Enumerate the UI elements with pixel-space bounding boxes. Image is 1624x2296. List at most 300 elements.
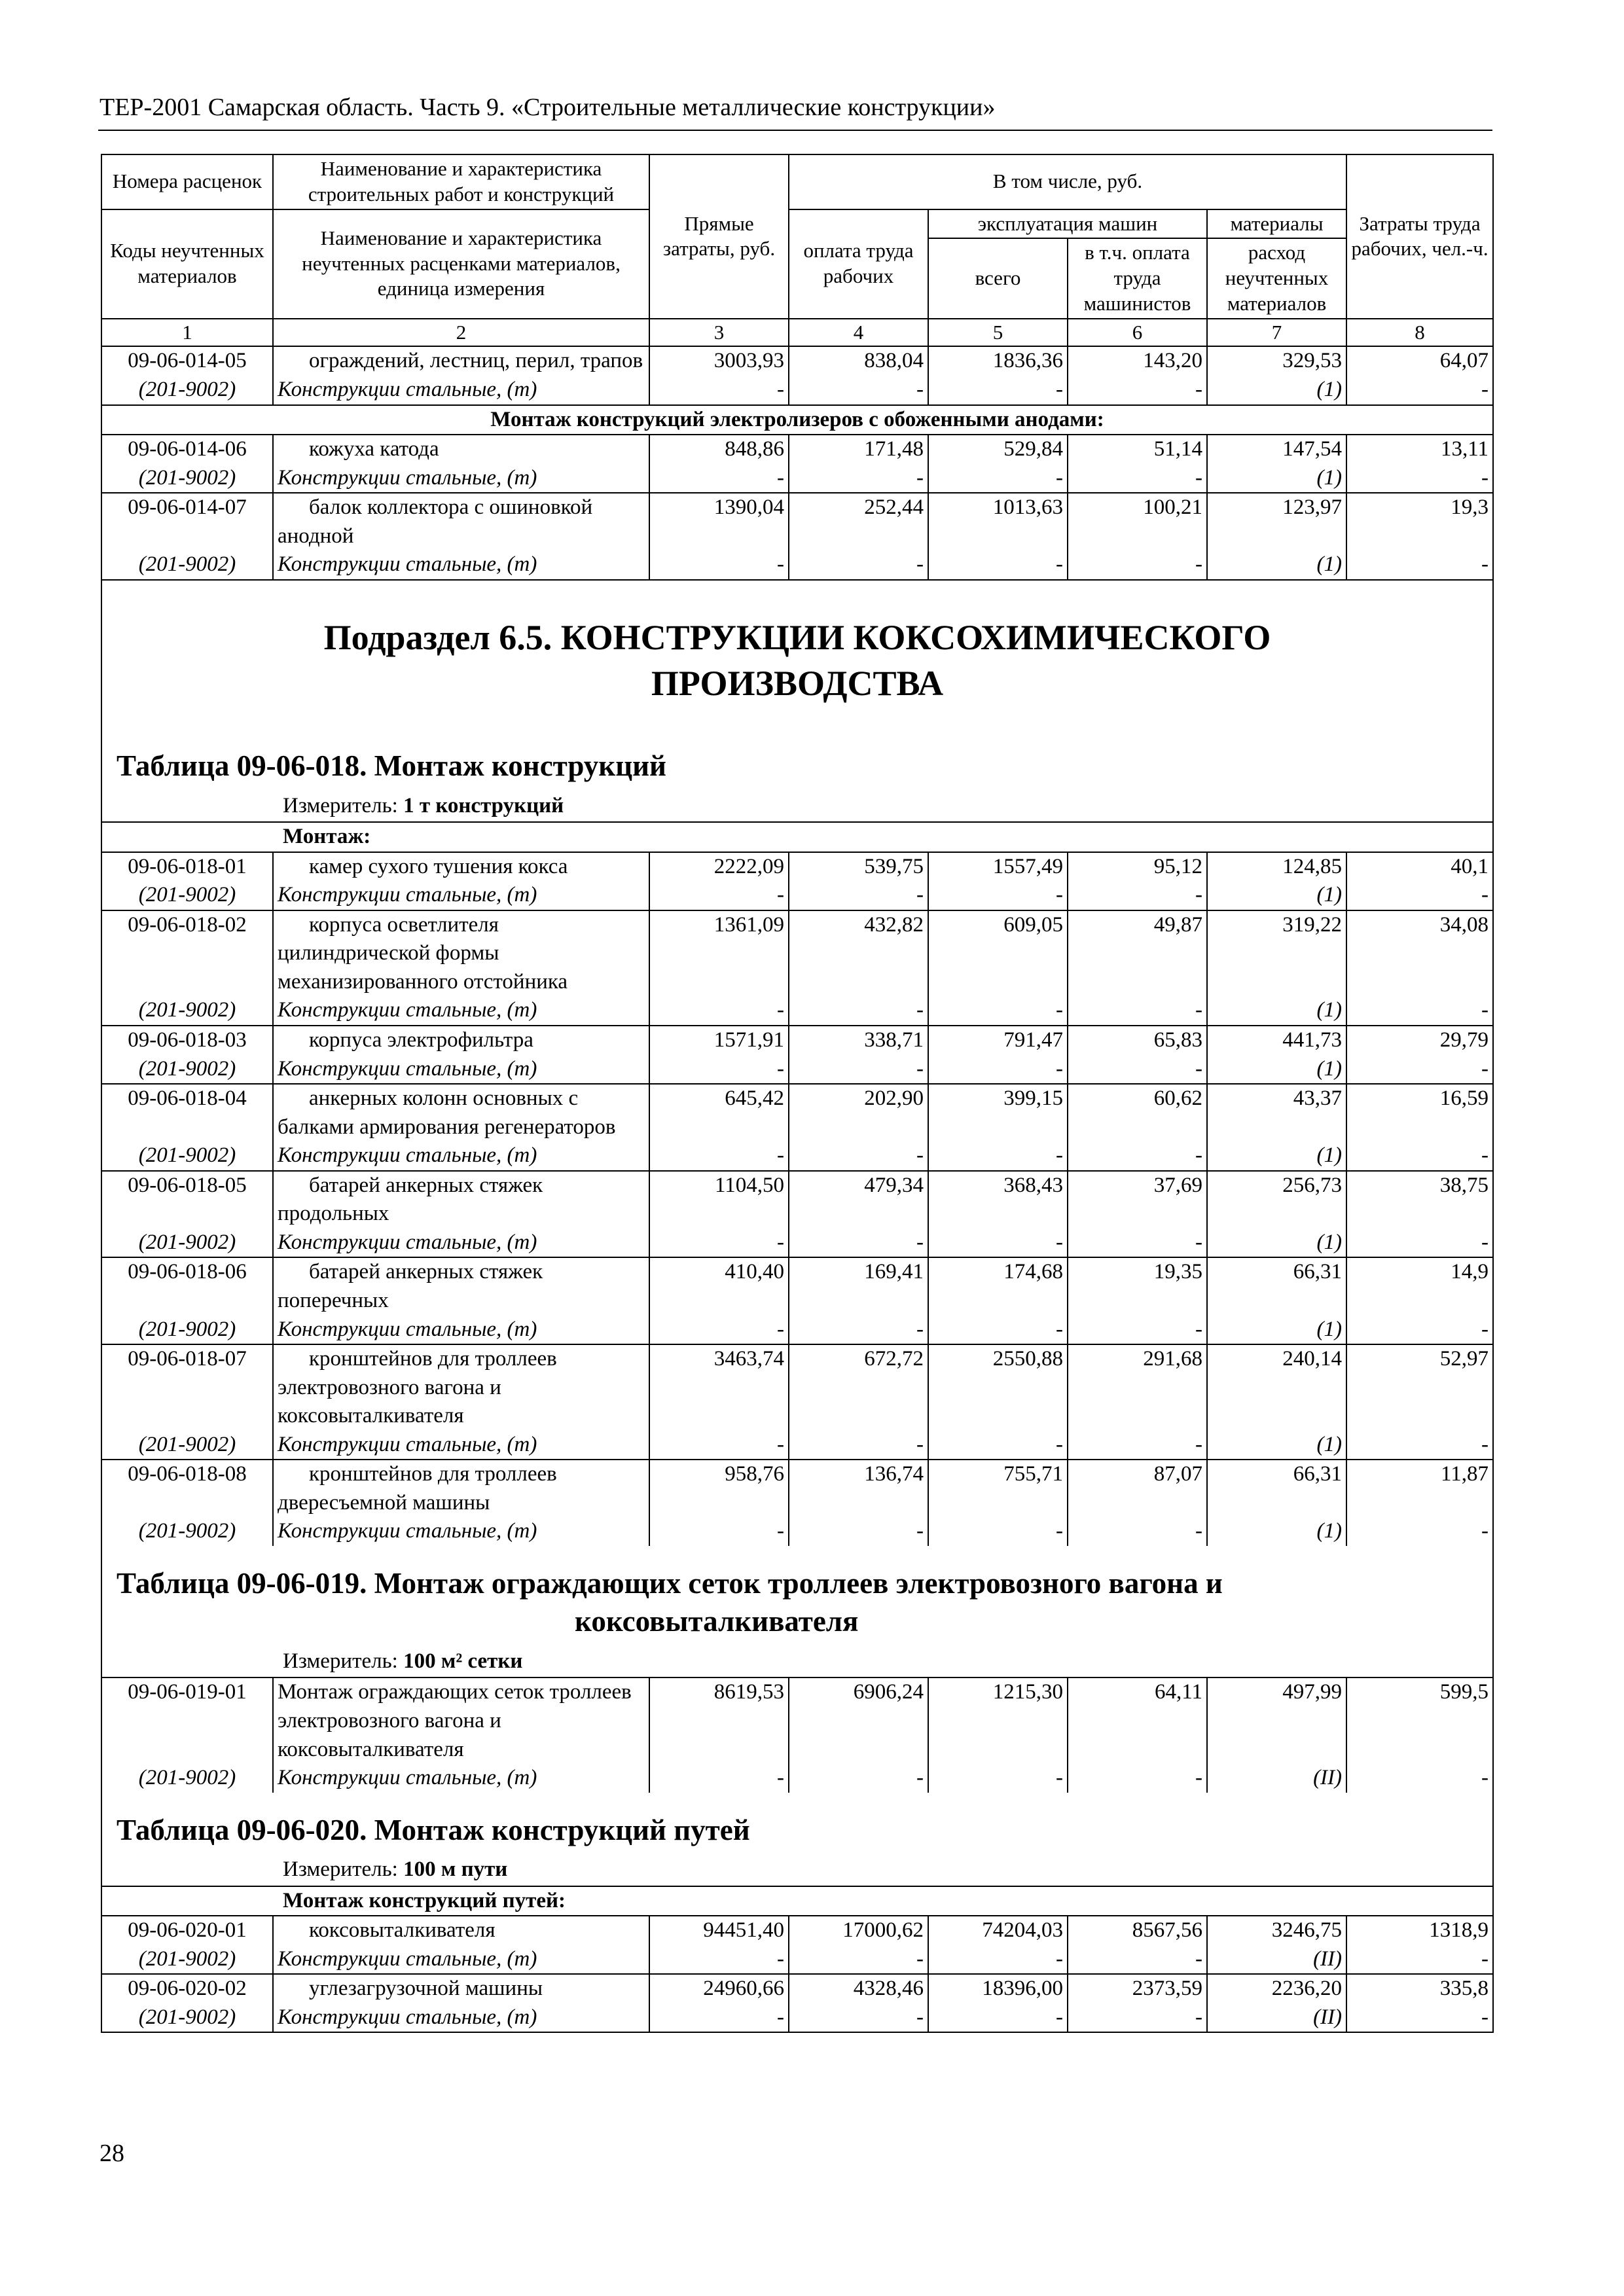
header-rate-numbers: Номера расценок bbox=[101, 154, 273, 209]
material-name: Конструкции стальные, (т) bbox=[273, 1431, 649, 1460]
materials-cost: 123,97 bbox=[1207, 493, 1346, 550]
table-title: Таблица 09-06-018. Монтаж конструкций bbox=[117, 749, 666, 783]
dash: - bbox=[789, 2003, 928, 2033]
materials-cost: 2236,20 bbox=[1207, 1974, 1346, 2003]
material-name: Конструкции стальные, (т) bbox=[273, 2003, 649, 2033]
machinist-pay: 8567,56 bbox=[1068, 1916, 1207, 1945]
machines-total: 1215,30 bbox=[928, 1677, 1068, 1764]
header-machinist-pay: в т.ч. оплата труда машинистов bbox=[1068, 238, 1207, 318]
group-title: Монтаж конструкций электролизеров с обоженными анодами: bbox=[101, 405, 1493, 435]
dash: - bbox=[1346, 550, 1493, 580]
dash: - bbox=[789, 376, 928, 405]
material-row bbox=[101, 1141, 1493, 1171]
dash: - bbox=[789, 1055, 928, 1085]
dash: - bbox=[928, 2003, 1068, 2033]
material-name: Конструкции стальные, (т) bbox=[273, 376, 649, 405]
dash: - bbox=[789, 1764, 928, 1793]
material-quantity: (1) bbox=[1207, 1055, 1346, 1085]
dash: - bbox=[1346, 1945, 1493, 1975]
work-name: ограждений, лестниц, перил, трапов bbox=[273, 346, 649, 376]
dash: - bbox=[649, 550, 789, 580]
material-code: (201-9002) bbox=[101, 881, 273, 910]
material-code: (201-9002) bbox=[101, 376, 273, 405]
direct-costs: 1361,09 bbox=[649, 910, 789, 997]
dash: - bbox=[649, 1141, 789, 1171]
dash: - bbox=[649, 2003, 789, 2033]
materials-cost: 147,54 bbox=[1207, 435, 1346, 464]
header-material-names: Наименование и характеристика неучтенных расценками материалов, единица измерения bbox=[273, 209, 649, 319]
direct-costs: 1104,50 bbox=[649, 1171, 789, 1229]
direct-costs: 8619,53 bbox=[649, 1677, 789, 1764]
direct-costs: 94451,40 bbox=[649, 1916, 789, 1945]
machinist-pay: 2373,59 bbox=[1068, 1974, 1207, 2003]
labor-hours: 335,8 bbox=[1346, 1974, 1493, 2003]
material-code: (201-9002) bbox=[101, 464, 273, 493]
material-row bbox=[101, 376, 1493, 405]
material-code: (201-9002) bbox=[101, 550, 273, 580]
rate-code: 09-06-020-02 bbox=[101, 1974, 273, 2003]
dash: - bbox=[928, 1517, 1068, 1546]
rates-table bbox=[101, 154, 1494, 2033]
machines-total: 18396,00 bbox=[928, 1974, 1068, 2003]
rate-code: 09-06-018-01 bbox=[101, 852, 273, 882]
dash: - bbox=[928, 376, 1068, 405]
material-row bbox=[101, 2003, 1493, 2033]
rate-row bbox=[101, 1460, 1493, 1517]
materials-cost: 240,14 bbox=[1207, 1344, 1346, 1431]
material-row bbox=[101, 996, 1493, 1026]
materials-cost: 66,31 bbox=[1207, 1460, 1346, 1517]
measure-value: 1 т конструкций bbox=[403, 793, 564, 817]
material-name: Конструкции стальные, (т) bbox=[273, 996, 649, 1026]
materials-cost: 329,53 bbox=[1207, 346, 1346, 376]
material-name: Конструкции стальные, (т) bbox=[273, 550, 649, 580]
material-row bbox=[101, 1945, 1493, 1975]
dash: - bbox=[789, 1945, 928, 1975]
dash: - bbox=[1068, 1945, 1207, 1975]
dash: - bbox=[1068, 464, 1207, 493]
direct-costs: 24960,66 bbox=[649, 1974, 789, 2003]
rate-code: 09-06-018-02 bbox=[101, 910, 273, 997]
page-number: 28 bbox=[99, 2140, 124, 2167]
dash: - bbox=[928, 1055, 1068, 1085]
dash: - bbox=[649, 376, 789, 405]
labor-pay: 338,71 bbox=[789, 1026, 928, 1055]
machines-total: 1013,63 bbox=[928, 493, 1068, 550]
dash: - bbox=[789, 1517, 928, 1546]
dash: - bbox=[649, 1316, 789, 1345]
subsection-heading-line2: ПРОИЗВОДСТВА bbox=[651, 663, 944, 703]
work-name: батарей анкерных стяжек продольных bbox=[273, 1171, 649, 1229]
labor-hours: 38,75 bbox=[1346, 1171, 1493, 1229]
dash: - bbox=[928, 1945, 1068, 1975]
labor-hours: 19,3 bbox=[1346, 493, 1493, 550]
dash: - bbox=[1346, 881, 1493, 910]
subsection-heading-line1: Подраздел 6.5. КОНСТРУКЦИИ КОКСОХИМИЧЕСКОГО bbox=[323, 617, 1271, 657]
measure-line bbox=[106, 1645, 1489, 1677]
machinist-pay: 51,14 bbox=[1068, 435, 1207, 464]
machinist-pay: 19,35 bbox=[1068, 1257, 1207, 1315]
labor-hours: 34,08 bbox=[1346, 910, 1493, 997]
dash: - bbox=[789, 881, 928, 910]
header-work-name: Наименование и характеристика строительных работ и конструкций bbox=[273, 154, 649, 209]
header-material-consumption: расход неучтенных материалов bbox=[1207, 238, 1346, 318]
machines-total: 609,05 bbox=[928, 910, 1068, 997]
material-name: Конструкции стальные, (т) bbox=[273, 1945, 649, 1975]
material-code: (201-9002) bbox=[101, 1517, 273, 1546]
header-labor-hours: Затраты труда рабочих, чел.-ч. bbox=[1346, 154, 1493, 319]
dash: - bbox=[649, 881, 789, 910]
rate-code: 09-06-014-05 bbox=[101, 346, 273, 376]
work-name: анкерных колонн основных с балками армирования регенераторов bbox=[273, 1084, 649, 1141]
dash: - bbox=[1346, 1316, 1493, 1345]
material-name: Конструкции стальные, (т) bbox=[273, 881, 649, 910]
machinist-pay: 143,20 bbox=[1068, 346, 1207, 376]
column-number: 8 bbox=[1346, 319, 1493, 347]
rate-row bbox=[101, 493, 1493, 550]
material-quantity: (1) bbox=[1207, 1431, 1346, 1460]
table-banner bbox=[101, 1546, 1493, 1678]
rate-code: 09-06-018-05 bbox=[101, 1171, 273, 1229]
material-quantity: (II) bbox=[1207, 2003, 1346, 2033]
dash: - bbox=[1068, 1229, 1207, 1258]
subsection-heading-cell bbox=[101, 580, 1493, 822]
work-name: корпуса электрофильтра bbox=[273, 1026, 649, 1055]
labor-hours: 64,07 bbox=[1346, 346, 1493, 376]
work-name: углезагрузочной машины bbox=[273, 1974, 649, 2003]
dash: - bbox=[1068, 996, 1207, 1026]
material-row bbox=[101, 881, 1493, 910]
rate-code: 09-06-014-06 bbox=[101, 435, 273, 464]
materials-cost: 124,85 bbox=[1207, 852, 1346, 882]
work-name: кронштейнов для троллеев электровозного вагона и коксовыталкивателя bbox=[273, 1344, 649, 1431]
labor-pay: 672,72 bbox=[789, 1344, 928, 1431]
column-number: 3 bbox=[649, 319, 789, 347]
machines-total: 399,15 bbox=[928, 1084, 1068, 1141]
material-code: (201-9002) bbox=[101, 1316, 273, 1345]
work-name: кожуха катода bbox=[273, 435, 649, 464]
material-quantity: (1) bbox=[1207, 881, 1346, 910]
machines-total: 1557,49 bbox=[928, 852, 1068, 882]
rate-row bbox=[101, 1344, 1493, 1431]
machinist-pay: 95,12 bbox=[1068, 852, 1207, 882]
measure-line bbox=[106, 1853, 1489, 1886]
header-materials: материалы bbox=[1207, 209, 1346, 239]
materials-cost: 43,37 bbox=[1207, 1084, 1346, 1141]
materials-cost: 441,73 bbox=[1207, 1026, 1346, 1055]
material-code: (201-9002) bbox=[101, 2003, 273, 2033]
material-code: (201-9002) bbox=[101, 1945, 273, 1975]
material-quantity: (1) bbox=[1207, 550, 1346, 580]
rate-row bbox=[101, 1026, 1493, 1055]
rate-code: 09-06-018-06 bbox=[101, 1257, 273, 1315]
labor-pay: 17000,62 bbox=[789, 1916, 928, 1945]
dash: - bbox=[928, 1141, 1068, 1171]
rate-row bbox=[101, 1171, 1493, 1229]
dash: - bbox=[928, 1764, 1068, 1793]
machinist-pay: 37,69 bbox=[1068, 1171, 1207, 1229]
dash: - bbox=[1346, 1141, 1493, 1171]
machinist-pay: 49,87 bbox=[1068, 910, 1207, 997]
dash: - bbox=[789, 1229, 928, 1258]
column-number: 4 bbox=[789, 319, 928, 347]
table-title: Таблица 09-06-020. Монтаж конструкций путей bbox=[117, 1813, 750, 1846]
material-name: Конструкции стальные, (т) bbox=[273, 1055, 649, 1085]
work-name: коксовыталкивателя bbox=[273, 1916, 649, 1945]
dash: - bbox=[928, 550, 1068, 580]
material-row bbox=[101, 550, 1493, 580]
dash: - bbox=[1346, 376, 1493, 405]
dash: - bbox=[649, 1431, 789, 1460]
material-row bbox=[101, 1055, 1493, 1085]
material-code: (201-9002) bbox=[101, 996, 273, 1026]
work-name: батарей анкерных стяжек поперечных bbox=[273, 1257, 649, 1315]
measure-label: Измеритель: bbox=[283, 1649, 404, 1673]
group-title-cell bbox=[101, 822, 1493, 852]
material-name: Конструкции стальные, (т) bbox=[273, 1316, 649, 1345]
machinist-pay: 100,21 bbox=[1068, 493, 1207, 550]
direct-costs: 3003,93 bbox=[649, 346, 789, 376]
material-code: (201-9002) bbox=[101, 1141, 273, 1171]
rate-row bbox=[101, 1974, 1493, 2003]
machines-total: 74204,03 bbox=[928, 1916, 1068, 1945]
material-name: Конструкции стальные, (т) bbox=[273, 1229, 649, 1258]
dash: - bbox=[928, 1229, 1068, 1258]
dash: - bbox=[1068, 2003, 1207, 2033]
labor-hours: 13,11 bbox=[1346, 435, 1493, 464]
dash: - bbox=[928, 996, 1068, 1026]
material-row bbox=[101, 1316, 1493, 1345]
material-name: Конструкции стальные, (т) bbox=[273, 464, 649, 493]
direct-costs: 958,76 bbox=[649, 1460, 789, 1517]
header-rule bbox=[98, 130, 1492, 131]
measure-value: 100 м пути bbox=[403, 1857, 508, 1882]
dash: - bbox=[1068, 1517, 1207, 1546]
material-code: (201-9002) bbox=[101, 1431, 273, 1460]
labor-pay: 169,41 bbox=[789, 1257, 928, 1315]
work-name: Монтаж ограждающих сеток троллеев электровозного вагона и коксовыталкивателя bbox=[273, 1677, 649, 1764]
machinist-pay: 65,83 bbox=[1068, 1026, 1207, 1055]
header-material-codes: Коды неучтенных материалов bbox=[101, 209, 273, 319]
dash: - bbox=[1346, 1055, 1493, 1085]
material-quantity: (1) bbox=[1207, 1229, 1346, 1258]
dash: - bbox=[789, 996, 928, 1026]
dash: - bbox=[649, 1945, 789, 1975]
dash: - bbox=[789, 1316, 928, 1345]
group-title: Монтаж: bbox=[283, 825, 371, 849]
direct-costs: 1571,91 bbox=[649, 1026, 789, 1055]
machinist-pay: 87,07 bbox=[1068, 1460, 1207, 1517]
machines-total: 529,84 bbox=[928, 435, 1068, 464]
section-banner bbox=[101, 580, 1493, 822]
dash: - bbox=[1346, 1764, 1493, 1793]
material-code: (201-9002) bbox=[101, 1229, 273, 1258]
dash: - bbox=[1346, 2003, 1493, 2033]
material-quantity: (II) bbox=[1207, 1945, 1346, 1975]
labor-hours: 29,79 bbox=[1346, 1026, 1493, 1055]
material-quantity: (1) bbox=[1207, 464, 1346, 493]
labor-hours: 11,87 bbox=[1346, 1460, 1493, 1517]
labor-pay: 6906,24 bbox=[789, 1677, 928, 1764]
dash: - bbox=[789, 464, 928, 493]
dash: - bbox=[789, 550, 928, 580]
work-name: камер сухого тушения кокса bbox=[273, 852, 649, 882]
table-title-line2: коксовыталкивателя bbox=[575, 1605, 859, 1638]
dash: - bbox=[649, 996, 789, 1026]
labor-hours: 16,59 bbox=[1346, 1084, 1493, 1141]
dash: - bbox=[928, 881, 1068, 910]
material-quantity: (1) bbox=[1207, 1141, 1346, 1171]
rate-code: 09-06-014-07 bbox=[101, 493, 273, 550]
material-quantity: (1) bbox=[1207, 376, 1346, 405]
column-number: 7 bbox=[1207, 319, 1346, 347]
material-quantity: (1) bbox=[1207, 1517, 1346, 1546]
labor-pay: 432,82 bbox=[789, 910, 928, 997]
measure-label: Измеритель: bbox=[283, 1857, 404, 1882]
material-quantity: (II) bbox=[1207, 1764, 1346, 1793]
rate-row bbox=[101, 1916, 1493, 1945]
dash: - bbox=[1346, 464, 1493, 493]
machines-total: 2550,88 bbox=[928, 1344, 1068, 1431]
group-row bbox=[101, 405, 1493, 435]
rate-row bbox=[101, 1257, 1493, 1315]
rate-row bbox=[101, 1677, 1493, 1764]
table-banner bbox=[101, 1793, 1493, 1886]
rate-row bbox=[101, 346, 1493, 376]
materials-cost: 256,73 bbox=[1207, 1171, 1346, 1229]
materials-cost: 319,22 bbox=[1207, 910, 1346, 997]
material-name: Конструкции стальные, (т) bbox=[273, 1764, 649, 1793]
direct-costs: 410,40 bbox=[649, 1257, 789, 1315]
header-direct-costs: Прямые затраты, руб. bbox=[649, 154, 789, 319]
measure-label: Измеритель: bbox=[283, 793, 404, 817]
material-name: Конструкции стальные, (т) bbox=[273, 1517, 649, 1546]
dash: - bbox=[1068, 376, 1207, 405]
header-labor-pay: оплата труда рабочих bbox=[789, 209, 928, 319]
machines-total: 174,68 bbox=[928, 1257, 1068, 1315]
table-header-row bbox=[101, 209, 1493, 239]
dash: - bbox=[1068, 1316, 1207, 1345]
work-name: корпуса осветлителя цилиндрической формы механизированного отстойника bbox=[273, 910, 649, 997]
material-row bbox=[101, 1764, 1493, 1793]
labor-pay: 838,04 bbox=[789, 346, 928, 376]
direct-costs: 645,42 bbox=[649, 1084, 789, 1141]
direct-costs: 2222,09 bbox=[649, 852, 789, 882]
material-row bbox=[101, 1431, 1493, 1460]
column-number: 2 bbox=[273, 319, 649, 347]
material-row bbox=[101, 1517, 1493, 1546]
rate-row bbox=[101, 910, 1493, 997]
table-title-line1: Таблица 09-06-019. Монтаж ограждающих сеток троллеев электровозного вагона и bbox=[117, 1566, 1223, 1600]
labor-hours: 599,5 bbox=[1346, 1677, 1493, 1764]
materials-cost: 3246,75 bbox=[1207, 1916, 1346, 1945]
labor-pay: 202,90 bbox=[789, 1084, 928, 1141]
machinist-pay: 291,68 bbox=[1068, 1344, 1207, 1431]
dash: - bbox=[1346, 996, 1493, 1026]
rate-code: 09-06-018-08 bbox=[101, 1460, 273, 1517]
dash: - bbox=[1068, 1141, 1207, 1171]
column-number: 1 bbox=[101, 319, 273, 347]
materials-cost: 497,99 bbox=[1207, 1677, 1346, 1764]
direct-costs: 848,86 bbox=[649, 435, 789, 464]
material-code: (201-9002) bbox=[101, 1055, 273, 1085]
rate-row bbox=[101, 852, 1493, 882]
dash: - bbox=[1068, 1764, 1207, 1793]
table-header-row bbox=[101, 154, 1493, 209]
dash: - bbox=[1346, 1229, 1493, 1258]
dash: - bbox=[1068, 1055, 1207, 1085]
column-number: 6 bbox=[1068, 319, 1207, 347]
machinist-pay: 60,62 bbox=[1068, 1084, 1207, 1141]
header-in-total: В том числе, руб. bbox=[789, 154, 1346, 209]
labor-hours: 14,9 bbox=[1346, 1257, 1493, 1315]
machines-total: 791,47 bbox=[928, 1026, 1068, 1055]
dash: - bbox=[928, 1431, 1068, 1460]
rate-row bbox=[101, 1084, 1493, 1141]
group-row bbox=[101, 822, 1493, 852]
labor-hours: 52,97 bbox=[1346, 1344, 1493, 1431]
machines-total: 368,43 bbox=[928, 1171, 1068, 1229]
labor-pay: 4328,46 bbox=[789, 1974, 928, 2003]
labor-pay: 539,75 bbox=[789, 852, 928, 882]
dash: - bbox=[649, 1764, 789, 1793]
dash: - bbox=[1068, 1431, 1207, 1460]
rate-code: 09-06-018-04 bbox=[101, 1084, 273, 1141]
work-name: балок коллектора с ошиновкой анодной bbox=[273, 493, 649, 550]
direct-costs: 3463,74 bbox=[649, 1344, 789, 1431]
column-number: 5 bbox=[928, 319, 1068, 347]
table-title-cell bbox=[101, 1793, 1493, 1886]
dash: - bbox=[649, 1229, 789, 1258]
labor-pay: 252,44 bbox=[789, 493, 928, 550]
table-title-cell bbox=[101, 1546, 1493, 1678]
rate-code: 09-06-019-01 bbox=[101, 1677, 273, 1764]
dash: - bbox=[1068, 881, 1207, 910]
dash: - bbox=[789, 1141, 928, 1171]
labor-pay: 136,74 bbox=[789, 1460, 928, 1517]
group-row bbox=[101, 1886, 1493, 1916]
direct-costs: 1390,04 bbox=[649, 493, 789, 550]
table-title bbox=[106, 1546, 1489, 1645]
materials-cost: 66,31 bbox=[1207, 1257, 1346, 1315]
material-quantity: (1) bbox=[1207, 996, 1346, 1026]
measure-line bbox=[106, 789, 1489, 822]
dash: - bbox=[649, 464, 789, 493]
labor-hours: 40,1 bbox=[1346, 852, 1493, 882]
machines-total: 1836,36 bbox=[928, 346, 1068, 376]
header-machines: эксплуатация машин bbox=[928, 209, 1207, 239]
rate-code: 09-06-018-07 bbox=[101, 1344, 273, 1431]
material-code: (201-9002) bbox=[101, 1764, 273, 1793]
rate-code: 09-06-018-03 bbox=[101, 1026, 273, 1055]
material-quantity: (1) bbox=[1207, 1316, 1346, 1345]
labor-pay: 479,34 bbox=[789, 1171, 928, 1229]
dash: - bbox=[789, 1431, 928, 1460]
dash: - bbox=[649, 1517, 789, 1546]
group-title-cell bbox=[101, 1886, 1493, 1916]
rate-row bbox=[101, 435, 1493, 464]
dash: - bbox=[1068, 550, 1207, 580]
header-machines-total: всего bbox=[928, 238, 1068, 318]
material-row bbox=[101, 1229, 1493, 1258]
rate-code: 09-06-020-01 bbox=[101, 1916, 273, 1945]
machines-total: 755,71 bbox=[928, 1460, 1068, 1517]
dash: - bbox=[928, 464, 1068, 493]
subsection-heading bbox=[106, 581, 1489, 728]
material-row bbox=[101, 464, 1493, 493]
column-numbers-row bbox=[101, 319, 1493, 347]
dash: - bbox=[928, 1316, 1068, 1345]
